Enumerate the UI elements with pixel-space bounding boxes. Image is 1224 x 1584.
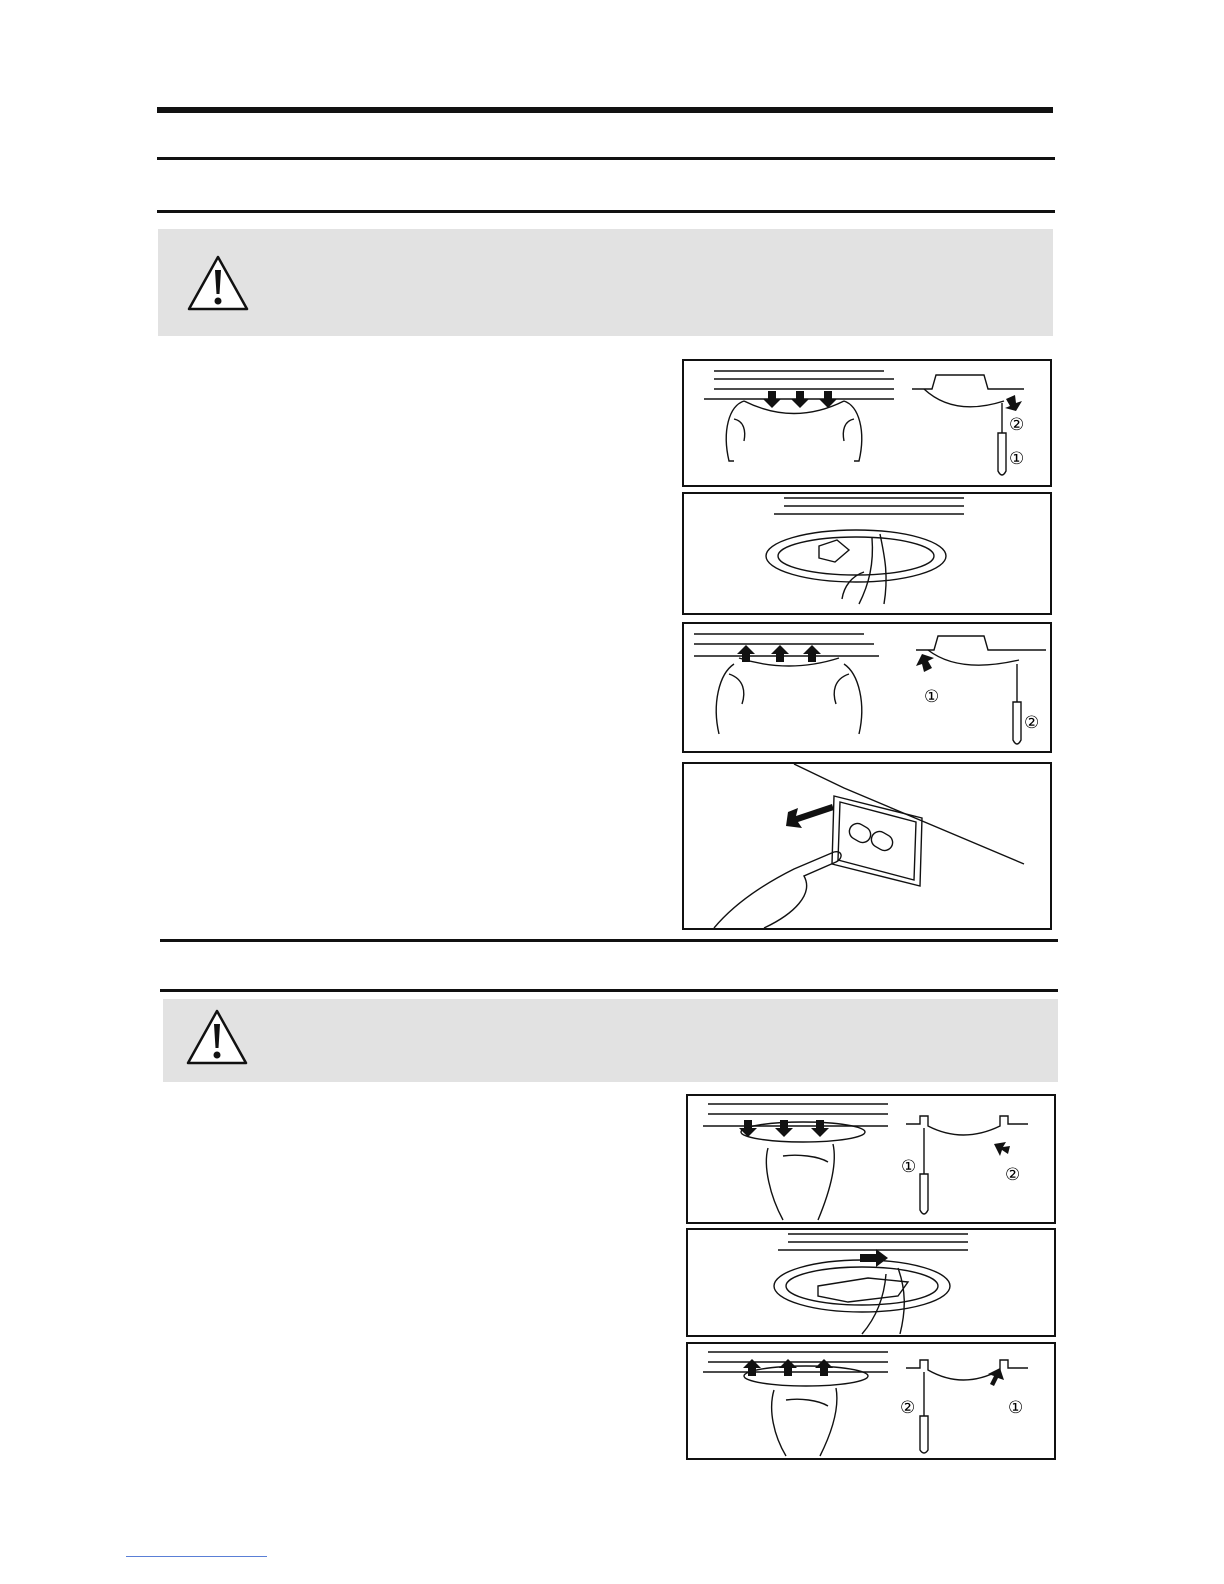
- top-thin-rule-1: [157, 157, 1055, 160]
- fig-replace-bulb: [682, 492, 1052, 615]
- label-step-1: ①: [1008, 1398, 1024, 1418]
- label-step-2: ②: [1024, 713, 1040, 733]
- section2-rule-2: [160, 989, 1058, 992]
- top-thin-rule-2: [157, 210, 1055, 213]
- fig-press-door-switch: [682, 762, 1052, 930]
- label-step-2: ②: [1009, 415, 1025, 435]
- label-step-2: ②: [900, 1398, 916, 1418]
- label-step-2: ②: [1005, 1165, 1021, 1185]
- section2-rule-1: [160, 939, 1058, 942]
- footer-link-underline[interactable]: [126, 1556, 267, 1557]
- fig-remove-lamp-cover: [682, 359, 1052, 487]
- label-step-1: ①: [924, 687, 940, 707]
- warning-box-2: [163, 999, 1058, 1082]
- label-step-1: ①: [901, 1157, 917, 1177]
- fig-reattach-lamp-cover-2: [686, 1342, 1056, 1460]
- fig-replace-bulb-2: [686, 1228, 1056, 1337]
- warning-triangle-icon: [184, 1007, 250, 1067]
- top-thick-rule: [157, 107, 1053, 113]
- warning-box-1: [158, 229, 1053, 336]
- fig-reattach-lamp-cover: [682, 622, 1052, 753]
- fig-remove-lamp-cover-2: [686, 1094, 1056, 1224]
- warning-triangle-icon: [185, 253, 251, 313]
- label-step-1: ①: [1009, 449, 1025, 469]
